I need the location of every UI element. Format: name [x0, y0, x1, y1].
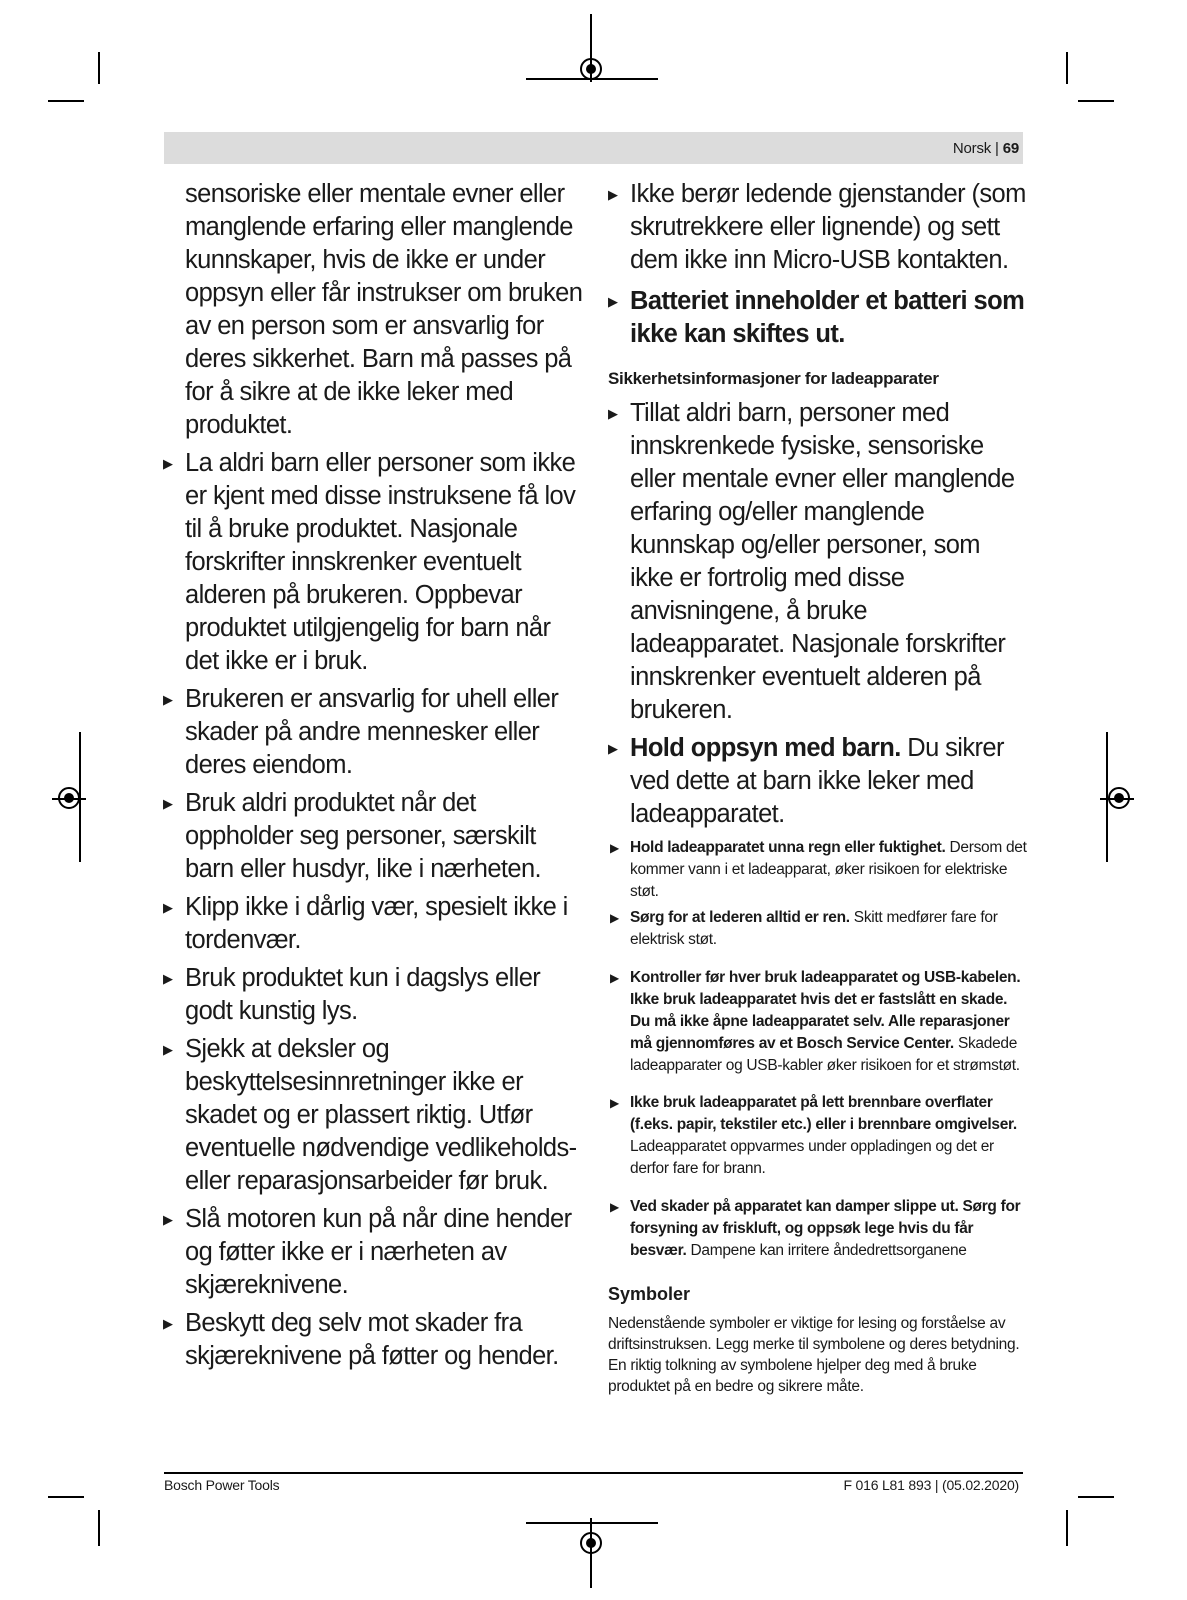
header-language: Norsk — [952, 140, 992, 157]
item-bold-lead: Ved skader på apparatet kan damper slippe ut. Sørg for forsyning av friskluft, og oppsøk lege hvis du får besvær. — [630, 1197, 1021, 1259]
safety-item: ▶ Beskytt deg selv mot skader fra skjæreknivene på føtter og hender. — [163, 1307, 583, 1373]
page-header-band — [164, 132, 1023, 164]
crop-mark — [48, 100, 84, 102]
item-bold-lead: Hold ladeapparatet unna regn eller fuktighet. — [630, 839, 946, 856]
safety-item: ▶ Bruk aldri produktet når det oppholder seg personer, særskilt barn eller husdyr, like i nærheten. — [163, 787, 583, 886]
section-body: Nedenstående symboler er viktige for lesing og forståelse av driftsinstruksen. Legg merke til symbolene og deres betydning. En riktig tolkning av symbolene hjelper deg med å bruke produktet på en bedre og sikrere måte. — [608, 1314, 1020, 1395]
registration-target-icon — [580, 1532, 602, 1554]
crop-mark — [1066, 52, 1068, 84]
footer-doc-id: F 016 L81 893 | (05.02.2020) — [843, 1477, 1019, 1493]
charger-safety-item — [608, 907, 1028, 951]
safety-item: ▶ Bruk produktet kun i dagslys eller godt kunstig lys. — [163, 962, 583, 1028]
left-column — [163, 178, 583, 1373]
continuation-text: sensoriske eller mentale evner eller manglende erfaring eller manglende kunnskaper, hvis de ikke er under oppsyn eller får instrukser om bruken av en person som er ansvarlig for deres sikkerhet. Barn må passes på for å sikre at de ikke leker med produktet. — [185, 180, 583, 439]
charger-safety-item — [608, 837, 1028, 903]
item-bold-lead: Kontroller før hver bruk ladeapparatet og USB-kabelen. Ikke bruk ladeapparatet hvis det er fastslått en skade. Du må ikke åpne ladeapparatet selv. Alle reparasjoner må gjennomføres av et Bosch Service Center. — [630, 968, 1021, 1052]
item-text: Skitt medfører fare for elektrisk støt. — [630, 909, 998, 948]
registration-target-icon — [1108, 787, 1130, 809]
crop-mark — [1078, 1496, 1114, 1498]
right-column — [608, 178, 1028, 1397]
registration-mark — [526, 1522, 658, 1524]
safety-item-bold: ▶ Batteriet inneholder et batteri som ikke kan skiftes ut. — [608, 285, 1028, 351]
page-header — [953, 140, 1019, 157]
crop-mark — [1066, 1510, 1068, 1546]
safety-item — [608, 732, 1028, 831]
registration-target-icon — [58, 787, 80, 809]
header-separator: | — [995, 140, 999, 157]
footer-brand: Bosch Power Tools — [164, 1477, 280, 1493]
item-text: Ladeapparatet oppvarmes under oppladingen og det er derfor fare for brann. — [630, 1138, 994, 1177]
registration-target-icon — [580, 58, 602, 80]
item-bold-lead: Ikke bruk ladeapparatet på lett brennbare overflater (f.eks. papir, tekstiler etc.) eller i brennbare omgivelser. — [630, 1094, 1017, 1133]
safety-item: ▶ Sjekk at deksler og beskyttelsesinnretninger ikke er skadet og er plassert riktig. Utfør eventuelle nødvendige vedlikeholds- eller reparasjonsarbeider før bruk. — [163, 1033, 583, 1198]
crop-mark — [48, 1496, 84, 1498]
item-text: Dersom det kommer vann i et ladeapparat, øker risikoen for elektriske støt. — [630, 839, 1027, 900]
item-bold-lead: Sørg for at lederen alltid er ren. — [630, 909, 850, 926]
safety-item: ▶ Slå motoren kun på når dine hender og føtter ikke er i nærheten av skjæreknivene. — [163, 1203, 583, 1302]
item-bold-lead: Hold oppsyn med barn. — [630, 734, 901, 762]
safety-item: ▶ Brukeren er ansvarlig for uhell eller skader på andre mennesker eller deres eiendom. — [163, 683, 583, 782]
safety-item: ▶ Tillat aldri barn, personer med innskrenkede fysiske, sensoriske eller mentale evner eller manglende erfaring og/eller manglende kunnskap og/eller personer, som ikke er fortrolig med disse anvisningene, å bruke ladeapparatet. Nasjonale forskrifter innskrenker eventuelt alderen på brukeren. — [608, 397, 1028, 727]
section-title: Symboler — [608, 1283, 691, 1304]
item-text: Skadede ladeapparater og USB-kabler øker risikoen for et strømstøt. — [630, 1034, 1020, 1074]
safety-item: ▶ Klipp ikke i dårlig vær, spesielt ikke i tordenvær. — [163, 891, 583, 957]
charger-safety-item — [608, 967, 1028, 1077]
footer-rule — [164, 1472, 1023, 1474]
item-text: Dampene kan irritere åndedrettsorganene — [686, 1241, 967, 1259]
crop-mark — [98, 52, 100, 84]
page-number: 69 — [1002, 140, 1019, 157]
item-text: Du sikrer ved dette at barn ikke leker med ladeapparatet. — [630, 734, 1004, 828]
charger-safety-item — [608, 1196, 1028, 1262]
section-subheading: Sikkerhetsinformasjoner for ladeapparater — [608, 369, 939, 388]
safety-item: ▶ Ikke berør ledende gjenstander (som skrutrekkere eller lignende) og sett dem ikke inn Micro-USB kontakten. — [608, 178, 1028, 277]
crop-mark — [1078, 100, 1114, 102]
charger-safety-item — [608, 1092, 1028, 1180]
crop-mark — [98, 1510, 100, 1546]
safety-item: ▶ La aldri barn eller personer som ikke er kjent med disse instruksene få lov til å bruke produktet. Nasjonale forskrifter innskrenker eventuelt alderen på brukeren. Oppbevar produktet utilgjengelig for barn når det ikke er i bruk. — [163, 447, 583, 678]
